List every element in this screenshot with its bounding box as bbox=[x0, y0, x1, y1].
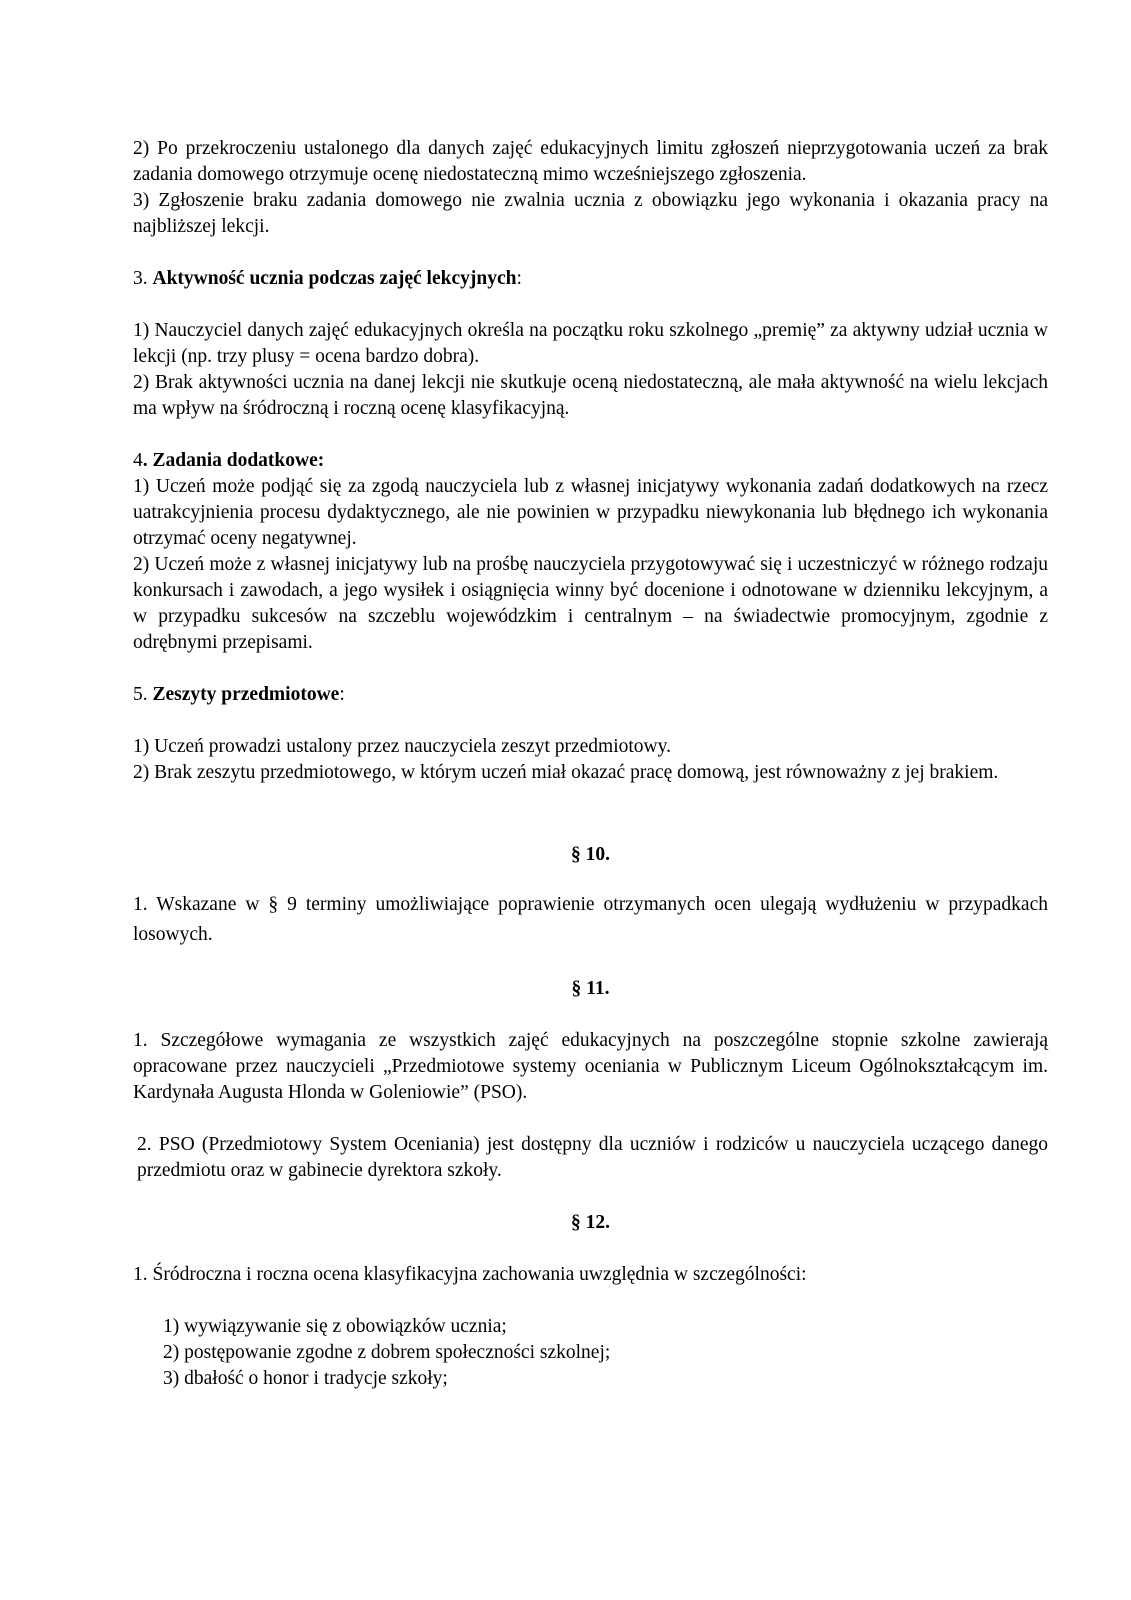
section-4-title bbox=[133, 448, 1048, 474]
section-3-number: 3. bbox=[133, 268, 153, 289]
section-3-item-2: 2) Brak aktywności ucznia na danej lekcji nie skutkuje oceną niedostateczną, ale mała aktywność na wielu lekcjach ma wpływ na śródroczną i roczną ocenę klasyfikacyjną. bbox=[133, 372, 1048, 419]
paragraph-11-item-2: 2. PSO (Przedmiotowy System Oceniania) jest dostępny dla uczniów i rodziców u nauczyciela uczącego danego przedmiotu oraz w gabinecie dyrektora szkoły. bbox=[137, 1134, 1048, 1181]
document-body bbox=[133, 136, 1048, 1392]
section-3-item-1: 1) Nauczyciel danych zajęć edukacyjnych określa na początku roku szkolnego „premię” za aktywny udział ucznia w lekcji (np. trzy plusy = ocena bardzo dobra). bbox=[133, 320, 1048, 367]
section-4-item-1: 1) Uczeń może podjąć się za zgodą nauczyciela lub z własnej inicjatywy wykonania zadań dodatkowych na rzecz uatrakcyjnienia procesu dydaktycznego, ale nie powinien w przypadku niewykonania lub błędnego ich wykonania otrzymać oceny negatywnej. bbox=[133, 476, 1048, 549]
section-5-item-2: 2) Brak zeszytu przedmiotowego, w którym uczeń miał okazać pracę domową, jest równoważny z jej brakiem. bbox=[133, 762, 999, 783]
section-3-heading: Aktywność ucznia podczas zajęć lekcyjnych bbox=[152, 268, 517, 289]
section-5-item-1: 1) Uczeń prowadzi ustalony przez nauczyciela zeszyt przedmiotowy. bbox=[133, 736, 671, 757]
paragraph-3: 3) Zgłoszenie braku zadania domowego nie zwalnia ucznia z obowiązku jego wykonania i okazania pracy na najbliższej lekcji. bbox=[133, 190, 1048, 237]
paragraph-12-heading: § 12. bbox=[571, 1212, 610, 1233]
section-3-title: 3. Aktywność ucznia podczas zajęć lekcyjnych: bbox=[133, 268, 522, 289]
paragraph-12-item-1: 1. Śródroczna i roczna ocena klasyfikacyjna zachowania uwzględnia w szczególności: bbox=[133, 1264, 807, 1285]
list-item: 3) dbałość o honor i tradycje szkoły; bbox=[163, 1368, 448, 1389]
section-4-item-2: 2) Uczeń może z własnej inicjatywy lub na prośbę nauczyciela przygotowywać się i uczestniczyć w różnego rodzaju konkursach i zawodach, a jego wysiłek i osiągnięcia winny być docenione i odnotowane w dzienniku lekcyjnym, a w przypadku sukcesów na szczeblu wojewódzkim i centralnym – na świadectwie promocyjnym, zgodnie z odrębnymi przepisami. bbox=[133, 554, 1048, 653]
paragraph-11-heading: § 11. bbox=[571, 978, 610, 999]
paragraph-10-heading: § 10. bbox=[571, 844, 610, 865]
paragraph-10-item-1: 1. Wskazane w § 9 terminy umożliwiające poprawienie otrzymanych ocen ulegają wydłużeniu w przypadkach losowych. bbox=[133, 894, 1048, 945]
section-4-heading: . Zadania dodatkowe: bbox=[142, 450, 325, 471]
paragraph-11-item-1: 1. Szczegółowe wymagania ze wszystkich zajęć edukacyjnych na poszczególne stopnie szkolne zawierają opracowane przez nauczycieli „Przedmiotowe systemy oceniania w Publicznym Liceum Ogólnokształcącym im. Kardynała Augusta Hlonda w Goleniowie” (PSO). bbox=[133, 1030, 1048, 1103]
list-item: 2) postępowanie zgodne z dobrem społeczności szkolnej; bbox=[163, 1342, 611, 1363]
list-item: 1) wywiązywanie się z obowiązków ucznia; bbox=[163, 1316, 507, 1337]
section-4-number: 4 bbox=[133, 450, 143, 471]
section-5-number: 5. bbox=[133, 684, 153, 705]
section-5-heading: Zeszyty przedmiotowe bbox=[152, 684, 340, 705]
section-5-title: 5. Zeszyty przedmiotowe: bbox=[133, 684, 345, 705]
paragraph-2: 2) Po przekroczeniu ustalonego dla danych zajęć edukacyjnych limitu zgłoszeń nieprzygotowania uczeń za brak zadania domowego otrzymuje ocenę niedostateczną mimo wcześniejszego zgłoszenia. bbox=[133, 138, 1048, 185]
